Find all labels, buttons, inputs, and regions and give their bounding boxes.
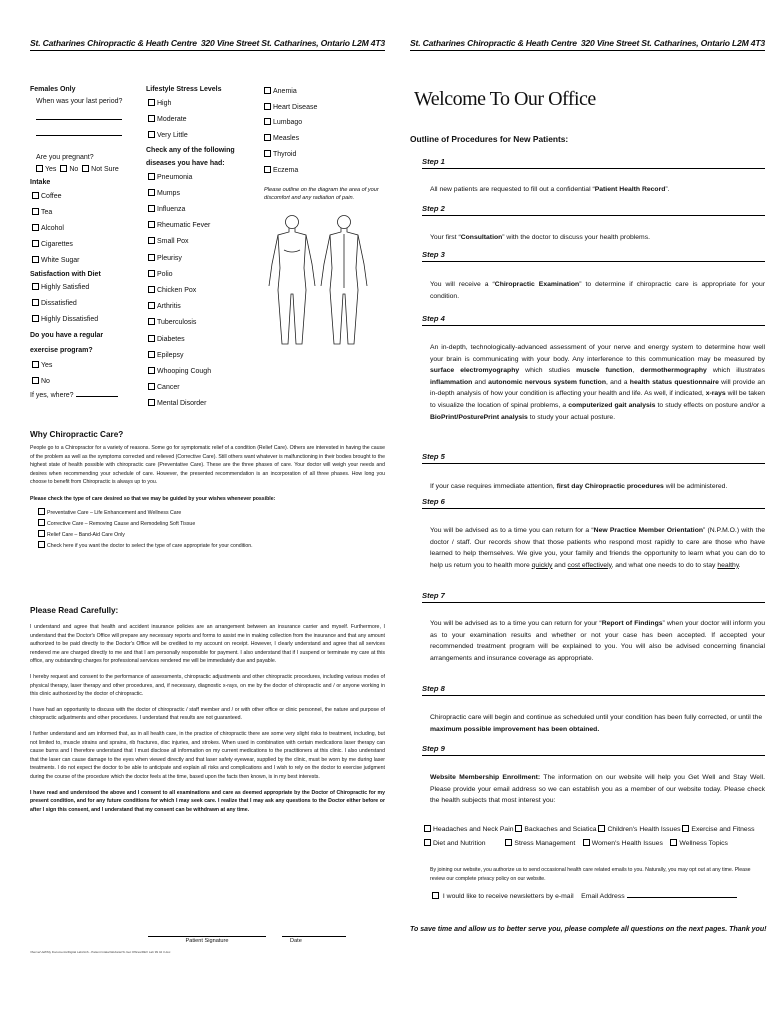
conditions-list	[264, 84, 384, 178]
newsletter-row	[432, 892, 737, 900]
exercise-list	[30, 358, 140, 390]
conditions-row	[264, 115, 384, 131]
footer-path: \\Server\Jeff\My Documents\Digital Labs\GS - Patient Intake\Website\To Get Offices\REV Lab 99 42 3.doc	[30, 950, 171, 954]
clinic-name: St. Catharines Chiropractic & Heath Centre	[30, 38, 197, 48]
diseases-checkbox[interactable]	[148, 221, 155, 228]
diet-nutrition-checkbox[interactable]	[424, 839, 431, 846]
pregnant-question: Are you pregnant?	[36, 154, 94, 161]
highly-dissatisfied-checkbox[interactable]	[32, 315, 39, 322]
diseases-row	[148, 348, 256, 364]
consent-p3: I have had an opportunity to discuss with the doctor of chiropractic / staff member and / or with other office or clinic personnel, the nature and purpose of chiropractic adjustments and other procedures. I understand that results are not guaranteed.	[30, 706, 385, 722]
intake-item: Alcohol	[41, 224, 64, 232]
wellness-topics-checkbox[interactable]	[670, 839, 677, 846]
diseases-label: Arthritis	[157, 303, 181, 311]
diseases-checkbox[interactable]	[148, 189, 155, 196]
period-field-1[interactable]	[36, 119, 122, 120]
step-4-text: An in-depth, technologically-advanced assessment of your nerve and energy system to determine how well your brain is communicating with your body. Any interference to this communication may be measured by surface electromyography which studies muscle function, dermothermography which illustrates inflammation and autonomic nervous system function, and a health status questionnaire will provide an in-depth analysis of how your condition is affecting your health and life. As well, if indicated, x-rays will be taken to visualize the location of spinal problems, a computerized gait analysis to study effects on posture and/or a BioPrint/PosturePrint analysis to study your actual posture.	[430, 344, 766, 421]
step-5: Step 5	[422, 452, 765, 464]
intake-title: Intake	[30, 179, 51, 186]
diseases-checkbox[interactable]	[148, 254, 155, 261]
diseases-checkbox[interactable]	[148, 318, 155, 325]
preventative-care-checkbox[interactable]	[38, 508, 45, 515]
diseases-checkbox[interactable]	[148, 302, 155, 309]
step-9: Step 9	[422, 744, 765, 756]
corrective-care-checkbox[interactable]	[38, 519, 45, 526]
conditions-label: Measles	[273, 135, 300, 143]
diseases-label: Chicken Pox	[157, 286, 197, 294]
topic-label: Backaches and Sciatica	[524, 826, 597, 833]
period-question: When was your last period?	[36, 97, 123, 105]
backaches-checkbox[interactable]	[515, 825, 522, 832]
diseases-row	[148, 396, 256, 412]
diseases-list	[146, 170, 256, 413]
topics-list	[424, 823, 764, 851]
step-6: Step 6	[422, 497, 765, 509]
exercise-where-label: If yes, where?	[30, 392, 74, 399]
consent-section	[30, 606, 385, 814]
exercise-title-2: exercise program?	[30, 347, 93, 354]
care-options	[30, 508, 385, 552]
topic-label: Stress Management	[514, 840, 576, 847]
diseases-checkbox[interactable]	[148, 173, 155, 180]
diagram-note: Please outline on the diagram the area of your discomfort and any radiation of pain.	[264, 187, 379, 202]
step-1: Step 1	[422, 157, 765, 169]
diseases-label: Rheumatic Fever	[157, 222, 211, 230]
care-prompt: Please check the type of care desired so that we may be guided by your wishes whenever possible:	[30, 495, 276, 502]
topic-label: Headaches and Neck Pain	[433, 826, 514, 833]
step-4: Step 4	[422, 314, 765, 326]
care-option: Preventative Care – Life Enhancement and Wellness Care	[47, 509, 182, 516]
exercise-no-checkbox[interactable]	[32, 377, 39, 384]
diseases-label: Pleurisy	[157, 254, 182, 262]
diseases-title-1: Check any of the following	[146, 146, 235, 154]
pregnant-yes-label: Yes	[45, 165, 57, 173]
diseases-row	[148, 234, 256, 250]
consent-p5: I have read and understood the above and I consent to all examinations and care as deemed appropriate by the Doctor of Chiropractic for my present condition, and for any future conditions for which I may seek care. I realize that I may ask any questions to the Doctor either before or after I sign this consent, and I understand that my consent can be withdrawn at any time.	[30, 789, 385, 813]
pregnant-yes-checkbox[interactable]	[36, 165, 43, 172]
diseases-row	[148, 251, 256, 267]
consent-p4: I further understand and am informed that, as in all health care, in the practice of chiropractic there are some very slight risks to treatment, including, but not limited to, muscle strains and sprains, rib fractures, disc injuries, and strokes. When used in combination with certain medications laser therapy can cause burns and I therefore understand that I must disclose all information on my current medications to the practitioners at this clinic. I also understand that the laser can cause damage to the eyes when viewed directly and that laser safety eyewear, supplied by the clinic, must be worn by me during laser treatments. I do not expect the doctor to be able to anticipate and explain all risks and complications and I wish to rely on the doctor to exercise judgment during the course of the procedure which the doctor feels at the time, based upon the facts then known, is in my best interests.	[30, 730, 385, 780]
conditions-checkbox[interactable]	[264, 103, 271, 110]
diseases-row	[148, 364, 256, 380]
exercise-title-1: Do you have a regular	[30, 332, 104, 339]
pregnant-notsure-checkbox[interactable]	[82, 165, 89, 172]
diseases-label: Influenza	[157, 205, 186, 213]
clinic-address: 320 Vine Street St. Catharines, Ontario L2M 4T3	[200, 38, 385, 48]
outline-heading: Outline of Procedures for New Patients:	[410, 134, 569, 144]
conditions-row	[264, 84, 384, 100]
step-3: Step 3	[422, 250, 765, 262]
consent-title: Please Read Carefully:	[30, 606, 119, 615]
diseases-label: Pneumonia	[157, 173, 193, 181]
diseases-label: Cancer	[157, 384, 180, 392]
dissatisfied-checkbox[interactable]	[32, 299, 39, 306]
diseases-label: Mental Disorder	[157, 400, 207, 408]
diseases-checkbox[interactable]	[148, 270, 155, 277]
care-option: Check here if you want the doctor to select the type of care appropriate for your condition.	[47, 542, 253, 549]
conditions-row	[264, 100, 384, 116]
diseases-label: Polio	[157, 270, 173, 278]
diseases-checkbox[interactable]	[148, 399, 155, 406]
intake-item: Tea	[41, 208, 53, 216]
welcome-title: Welcome To Our Office	[414, 88, 596, 110]
childrens-health-checkbox[interactable]	[598, 825, 605, 832]
diseases-row	[148, 170, 256, 186]
why-title: Why Chiropractic Care?	[30, 430, 124, 439]
diseases-row	[148, 218, 256, 234]
diseases-row	[148, 315, 256, 331]
date-line[interactable]	[282, 936, 346, 944]
white-sugar-checkbox[interactable]	[32, 256, 39, 263]
welcome-page	[410, 38, 765, 958]
conditions-label: Eczema	[273, 166, 299, 174]
diseases-label: Tuberculosis	[157, 319, 197, 327]
why-text: People go to a Chiropractor for a variety of reasons. Some go for symptomatic relief of a condition (Relief Care). Others are interested in having the cause of the problem as well as the symptoms corrected and relieved (Corrective Care). Still others want whatever is malfunctioning in their bodies brought to the highest state of health possible with chiropractic care (Preventative Care). These are the three phases of care. Your doctor will weigh your needs and desires when recommending your schedule of care. However, the presented recommendation is an incorporation of all three phases. How long you choose to benefit from Chiropractic is always up to you.	[30, 445, 385, 486]
page-header	[30, 38, 385, 51]
conditions-row	[264, 131, 384, 147]
females-section	[30, 84, 140, 402]
clinic-address: 320 Vine Street St. Catharines, Ontario L2M 4T3	[580, 38, 765, 48]
relief-care-checkbox[interactable]	[38, 530, 45, 537]
conditions-section	[264, 84, 384, 357]
diseases-row	[148, 332, 256, 348]
diseases-checkbox[interactable]	[148, 237, 155, 244]
exercise-item: Yes	[41, 362, 53, 369]
intake-page	[30, 38, 385, 958]
diseases-row	[148, 267, 256, 283]
stress-item: Moderate	[157, 115, 187, 123]
conditions-checkbox[interactable]	[264, 134, 271, 141]
date-label: Date	[290, 938, 302, 944]
body-diagram[interactable]	[264, 212, 374, 352]
step-8-text: Chiropractic care will begin and continue as scheduled until your condition has been fully corrected, or until the maximum possible improvement has been obtained.	[430, 714, 763, 733]
womens-health-checkbox[interactable]	[583, 839, 590, 846]
diseases-row	[148, 299, 256, 315]
conditions-checkbox[interactable]	[264, 166, 271, 173]
pregnant-notsure-label: Not Sure	[91, 165, 119, 173]
consent-p2: I hereby request and consent to the performance of assessments, chiropractic adjustments and other chiropractic procedures, including various modes of physical therapy, laser therapy and other procedures, and, if necessary, diagnostic x-rays, on me by the doctor of chiropractic and / or anyone working in this clinic authorized by the doctor of chiropractic.	[30, 673, 385, 698]
satisfaction-title: Satisfaction with Diet	[30, 270, 101, 278]
step-3-text: You will receive a “Chiropractic Examination” to determine if chiropractic care is appropriate for your condition.	[430, 281, 765, 300]
diseases-row	[148, 283, 256, 299]
conditions-label: Anemia	[273, 88, 297, 95]
exercise-yes-checkbox[interactable]	[32, 361, 39, 368]
step-2: Step 2	[422, 204, 765, 216]
diseases-title-2: diseases you have had:	[146, 159, 225, 167]
newsletter-label: I would like to receive newsletters by e-mail	[442, 893, 574, 900]
satisfaction-item: Highly Satisfied	[41, 284, 90, 291]
care-option: Corrective Care – Removing Cause and Remodeling Soft Tissue	[47, 520, 196, 527]
cigarettes-checkbox[interactable]	[32, 240, 39, 247]
step-7-text: You will be advised as to a time you can return for your “Report of Findings” when your doctor will inform you as to your examination results and whether or not your case has been accepted. If accepted your recommended treatment program will be explained to you. You will also be advised concerning financial arrangements and insurance coverage as appropriate.	[430, 620, 765, 662]
intake-item: Coffee	[41, 192, 62, 200]
step-9-text: Website Membership Enrollment: The information on our website will help you Get Well and Stay Well. Please provide your email address so we can establish you as a member of our website today. Please check the health subjects that most interest you:	[430, 774, 765, 805]
diseases-checkbox[interactable]	[148, 286, 155, 293]
headaches-checkbox[interactable]	[424, 825, 431, 832]
step-6-text: You will be advised as to a time you can return for a “New Practice Member Orientation” (N.P.M.O.) with the doctor / staff. Our records show that those patients who respond most rapidly to care are those who have learned to help themselves. We give you, your family and friends the opportunity to learn what you can do to help us return you to health more quickly and cost effectively, and what one needs to do to stay healthy.	[430, 527, 766, 569]
diseases-row	[148, 380, 256, 396]
consent-p1: I understand and agree that health and accident insurance policies are an arrangement between an insurance carrier and myself. Furthermore, I understand that the Doctor's Office will prepare any necessary reports and forms to assist me in making collection from the insurance and that any amount authorized to be paid directly to the Doctor's Office will be credited to my account on receipt. However, I clearly understand and agree that all services rendered me are charged directly to me and that I am personally responsible for payment. I also understand that if I suspend or terminate my care at this office, any outstanding charges for professional services rendered me will be immediately due and payable.	[30, 624, 385, 665]
stress-management-checkbox[interactable]	[505, 839, 512, 846]
diseases-checkbox[interactable]	[148, 383, 155, 390]
conditions-row	[264, 147, 384, 163]
topic-label: Exercise and Fitness	[691, 826, 755, 833]
step-1-text: All new patients are requested to fill out a confidential “Patient Health Record”.	[430, 186, 670, 193]
doctor-select-checkbox[interactable]	[38, 541, 45, 548]
diseases-checkbox[interactable]	[148, 335, 155, 342]
intake-list	[30, 189, 140, 269]
diseases-label: Diabetes	[157, 335, 185, 343]
alcohol-checkbox[interactable]	[32, 224, 39, 231]
stress-high-checkbox[interactable]	[148, 99, 155, 106]
page-header	[410, 38, 765, 51]
newsletter-checkbox[interactable]	[432, 892, 439, 899]
diseases-row	[148, 202, 256, 218]
email-label: Email Address	[581, 893, 625, 900]
conditions-checkbox[interactable]	[264, 150, 271, 157]
diseases-checkbox[interactable]	[148, 205, 155, 212]
topic-label: Children's Health Issues	[607, 826, 681, 833]
care-option: Relief Care – Band-Aid Care Only	[47, 531, 125, 538]
closing-note: To save time and allow us to better serve you, please complete all questions on the next pages. Thank you!	[410, 926, 767, 933]
clinic-name: St. Catharines Chiropractic & Heath Centre	[410, 38, 577, 48]
stress-moderate-checkbox[interactable]	[148, 115, 155, 122]
privacy-text: By joining our website, you authorize us to send occasional health care related emails to you. Naturally, you may opt out at any time. Please review our complete privacy policy on our website.	[430, 867, 751, 882]
step-8: Step 8	[422, 684, 765, 696]
diseases-row	[148, 186, 256, 202]
conditions-label: Thyroid	[273, 150, 297, 158]
pregnant-options	[30, 164, 140, 176]
exercise-where-field[interactable]	[76, 396, 118, 397]
conditions-label: Heart Disease	[273, 103, 318, 111]
topic-label: Women's Health Issues	[591, 840, 663, 847]
signature-line[interactable]	[148, 936, 266, 944]
pregnant-no-label: No	[69, 165, 79, 173]
step-2-text: Your first “Consultation” with the doctor to discuss your health problems.	[430, 234, 650, 241]
satisfaction-list	[30, 280, 140, 328]
exercise-fitness-checkbox[interactable]	[682, 825, 689, 832]
intake-item: White Sugar	[41, 256, 80, 264]
stress-little-checkbox[interactable]	[148, 131, 155, 138]
stress-title: Lifestyle Stress Levels	[146, 86, 222, 93]
pregnant-no-checkbox[interactable]	[60, 165, 67, 172]
topic-label: Diet and Nutrition	[433, 840, 486, 847]
satisfaction-item: Dissatisfied	[41, 300, 77, 307]
step-7: Step 7	[422, 591, 765, 603]
topic-label: Wellness Topics	[679, 840, 728, 847]
intake-item: Cigarettes	[41, 240, 73, 248]
signature-label: Patient Signature	[185, 938, 229, 944]
email-field[interactable]	[627, 897, 737, 898]
diseases-label: Whooping Cough	[157, 367, 212, 375]
stress-list	[146, 96, 256, 144]
conditions-row	[264, 163, 384, 179]
diseases-checkbox[interactable]	[148, 367, 155, 374]
satisfaction-item: Highly Dissatisfied	[41, 316, 99, 323]
period-field-2[interactable]	[36, 135, 122, 136]
diseases-checkbox[interactable]	[148, 351, 155, 358]
conditions-checkbox[interactable]	[264, 87, 271, 94]
step-5-text: If your case requires immediate attention, first day Chiropractic procedures will be administered.	[430, 483, 728, 490]
stress-section	[146, 84, 256, 413]
diseases-label: Mumps	[157, 189, 180, 197]
why-section	[30, 430, 385, 552]
coffee-checkbox[interactable]	[32, 192, 39, 199]
exercise-item: No	[41, 378, 50, 385]
conditions-label: Lumbago	[273, 119, 303, 127]
diseases-label: Small Pox	[157, 238, 189, 246]
conditions-checkbox[interactable]	[264, 118, 271, 125]
diseases-label: Epilepsy	[157, 351, 184, 359]
tea-checkbox[interactable]	[32, 208, 39, 215]
highly-satisfied-checkbox[interactable]	[32, 283, 39, 290]
stress-item: Very Little	[157, 131, 188, 139]
stress-item: High	[157, 99, 172, 107]
females-title: Females Only	[30, 86, 76, 93]
